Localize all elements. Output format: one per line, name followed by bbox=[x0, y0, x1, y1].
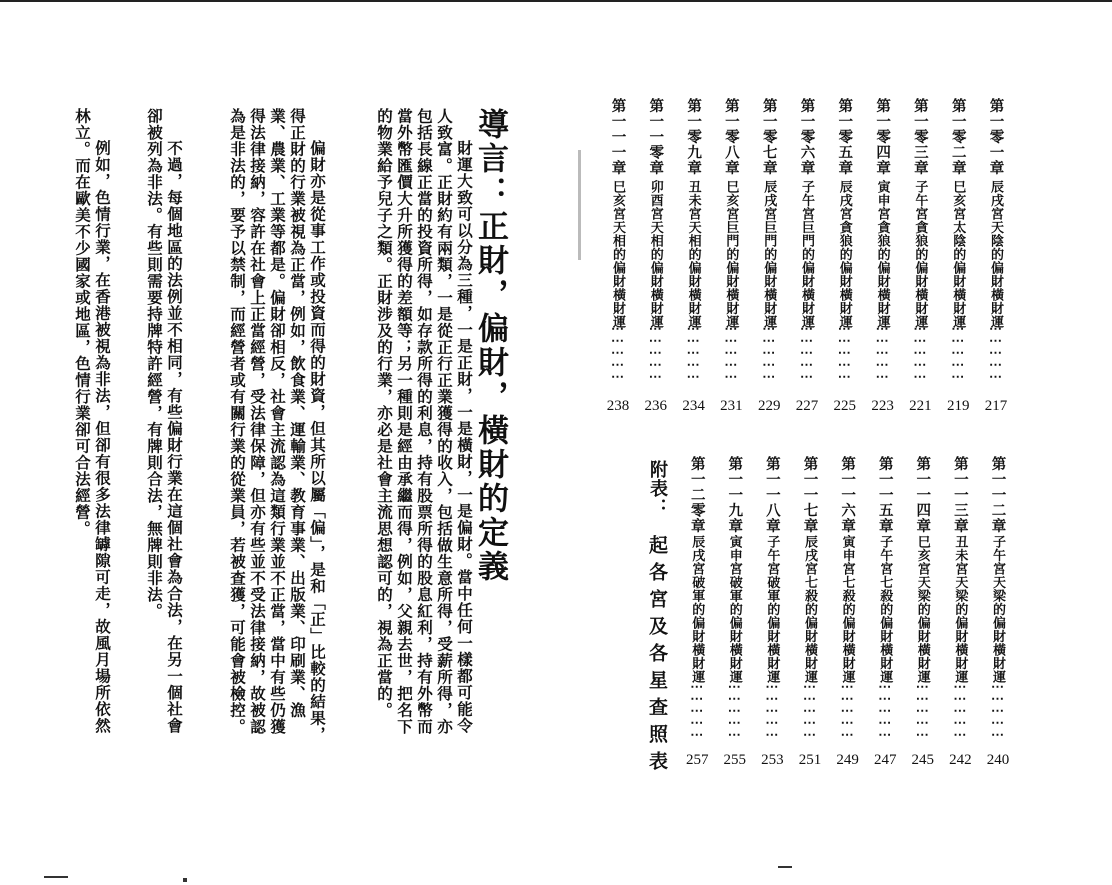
toc-page-number: 257 bbox=[685, 752, 709, 768]
toc-leader-dots: ⋯⋯⋯⋯⋯ bbox=[723, 322, 739, 382]
body-column: 得法律接納，容許在社會上正當經營，受法律保障，但亦有些並不受法律接納，故被認 bbox=[248, 108, 267, 735]
toc-leader-dots: ⋯⋯⋯⋯⋯ bbox=[764, 680, 780, 740]
toc-chapter-number: 第一零四章 bbox=[874, 98, 892, 176]
toc-entry-title: 子午宮七殺的偏財橫財運 bbox=[877, 535, 893, 684]
toc-entry-title: 辰戌宮破軍的偏財橫財運 bbox=[689, 535, 705, 684]
body-column: 人致富。正財約有兩類，一是從正行正業獲得的收入，包括做生意所得，受薪所得，亦 bbox=[435, 108, 454, 735]
toc-page-number: 253 bbox=[761, 752, 784, 768]
toc-chapter-number: 第一零三章 bbox=[911, 98, 929, 176]
toc-entry-title: 巳亥宮天相的偏財橫財運 bbox=[610, 180, 625, 329]
toc-leader-dots: ⋯⋯⋯⋯⋯ bbox=[802, 680, 817, 740]
toc-page-number: 255 bbox=[723, 752, 747, 768]
toc-chapter-number: 第一一一章 bbox=[609, 98, 627, 176]
page-title: 導言：正財，偏財，橫財的定義 bbox=[472, 108, 508, 584]
toc-leader-dots: ⋯⋯⋯⋯⋯ bbox=[914, 680, 930, 740]
body-column: 業、農業、工業等都是。偏財卻相反，社會主流認為這類行業並不正當，當中有些仍獲 bbox=[268, 108, 287, 735]
toc-leader-dots: ⋯⋯⋯⋯⋯ bbox=[912, 322, 928, 382]
toc-leader-dots: ⋯⋯⋯⋯⋯ bbox=[990, 680, 1005, 740]
toc-page-number: 223 bbox=[871, 398, 894, 414]
toc-leader-dots: ⋯⋯⋯⋯⋯ bbox=[689, 680, 705, 740]
body-column-indent-1: 財運大致可以分為三種，一是正財，一是橫財，一是偏財。當中任何一樣都可能令 bbox=[455, 140, 474, 734]
toc-page-number: 229 bbox=[757, 398, 781, 414]
toc-leader-dots: ⋯⋯⋯⋯⋯ bbox=[647, 322, 663, 382]
toc-page-number: 251 bbox=[798, 752, 822, 768]
toc-leader-dots: ⋯⋯⋯⋯⋯ bbox=[726, 680, 742, 740]
toc-leader-dots: ⋯⋯⋯⋯⋯ bbox=[877, 680, 893, 740]
scan-mark bbox=[44, 876, 68, 878]
toc-entry-title: 寅申宮破軍的偏財橫財運 bbox=[726, 535, 742, 684]
toc-chapter-number: 第一一四章 bbox=[914, 456, 932, 534]
toc-leader-dots: ⋯⋯⋯⋯⋯ bbox=[839, 680, 855, 740]
body-column: 當外幣匯價大升所獲得的差額等；另一種則是經由承繼而得，例如，父親去世，把名下 bbox=[395, 108, 414, 735]
toc-page-number: 247 bbox=[873, 752, 897, 768]
toc-page-number: 238 bbox=[606, 398, 630, 414]
toc-chapter-number: 第一零九章 bbox=[685, 98, 703, 176]
toc-chapter-number: 第一零八章 bbox=[722, 98, 740, 176]
toc-page-number: 219 bbox=[946, 398, 970, 414]
toc-chapter-number: 第一一八章 bbox=[763, 456, 781, 534]
toc-entry-title: 寅申宮七殺的偏財橫財運 bbox=[839, 535, 855, 684]
body-column: 卻被列為非法。有些則需要持牌特許經營，有牌則合法，無牌則非法。 bbox=[145, 108, 164, 620]
toc-chapter-number: 第一零七章 bbox=[760, 98, 778, 176]
toc-entry-title: 辰戌宮巨門的偏財橫財運 bbox=[761, 180, 777, 329]
toc-entry-title: 辰戌宮貪狼的偏財橫財運 bbox=[836, 180, 852, 329]
appendix-title: 起各宮及各星查照表 bbox=[646, 535, 668, 778]
toc-page-number: 240 bbox=[986, 752, 1010, 768]
toc-entry-title: 巳亥宮天梁的偏財橫財運 bbox=[914, 535, 930, 684]
toc-page-number: 245 bbox=[911, 752, 935, 768]
toc-leader-dots: ⋯⋯⋯⋯⋯ bbox=[988, 322, 1003, 382]
toc-leader-dots: ⋯⋯⋯⋯⋯ bbox=[874, 322, 890, 382]
toc-entry-title: 巳亥宮巨門的偏財橫財運 bbox=[723, 180, 739, 329]
toc-entry-title: 卯酉宮天相的偏財橫財運 bbox=[647, 180, 663, 329]
body-column-indent-4: 例如，色情行業，在香港被視為非法，但卻有很多法律罅隙可走，故風月場所依然 bbox=[93, 140, 112, 734]
toc-chapter-number: 第一一九章 bbox=[726, 456, 744, 534]
toc-chapter-number: 第一一七章 bbox=[801, 456, 819, 534]
toc-leader-dots: ⋯⋯⋯⋯⋯ bbox=[610, 322, 625, 382]
toc-entry-title: 巳亥宮太陰的偏財橫財運 bbox=[950, 180, 966, 329]
toc-leader-dots: ⋯⋯⋯⋯⋯ bbox=[685, 322, 701, 382]
toc-leader-dots: ⋯⋯⋯⋯⋯ bbox=[836, 322, 852, 382]
toc-chapter-number: 第一零五章 bbox=[836, 98, 854, 176]
body-column: 得正財的行業被視為正當，例如，飲食業、運輸業、教育事業、出版業、印刷業、漁 bbox=[288, 108, 307, 719]
toc-leader-dots: ⋯⋯⋯⋯⋯ bbox=[761, 322, 777, 382]
toc-chapter-number: 第一零一章 bbox=[987, 98, 1005, 176]
toc-entry-title: 子午宮巨門的偏財橫財運 bbox=[799, 180, 814, 329]
toc-chapter-number: 第一一六章 bbox=[839, 456, 857, 534]
toc-entry-title: 辰戌宮七殺的偏財橫財運 bbox=[802, 535, 817, 684]
toc-page-number: 221 bbox=[909, 398, 932, 414]
scan-mark bbox=[778, 866, 792, 868]
toc-chapter-number: 第一零六章 bbox=[798, 98, 816, 176]
toc-chapter-number: 第一零二章 bbox=[949, 98, 967, 176]
toc-entry-title: 辰戌宮天陰的偏財橫財運 bbox=[988, 180, 1003, 329]
book-gutter bbox=[578, 150, 581, 260]
toc-entry-title: 寅申宮貪狼的偏財橫財運 bbox=[874, 180, 890, 329]
toc-page-number: 225 bbox=[833, 398, 857, 414]
body-column-indent-3: 不過，每個地區的法例並不相同，有些偏財行業在這個社會為合法，在另一個社會 bbox=[165, 140, 184, 734]
toc-chapter-number: 第一一三章 bbox=[951, 456, 969, 534]
toc-page-number: 227 bbox=[795, 398, 819, 414]
toc-chapter-number: 第一一零章 bbox=[647, 98, 665, 176]
toc-page-number: 236 bbox=[644, 398, 668, 414]
body-column: 包括長線正當的投資所得，如存款所得的利息，持有股票所得的股息紅利，持有外幣而 bbox=[415, 108, 434, 735]
body-column: 為是非法的，要予以禁制，而經營者或有關行業的從業員，若被查獲，可能會被檢控。 bbox=[228, 108, 247, 735]
toc-page-number: 242 bbox=[949, 752, 972, 768]
toc-entry-title: 丑未宮天梁的偏財橫財運 bbox=[952, 535, 968, 684]
toc-entry-title: 子午宮貪狼的偏財橫財運 bbox=[912, 180, 928, 329]
toc-entry-title: 丑未宮天相的偏財橫財運 bbox=[685, 180, 701, 329]
toc-page-number: 234 bbox=[682, 398, 705, 414]
toc-chapter-number: 第一二零章 bbox=[688, 456, 706, 534]
appendix-label: 附表： bbox=[647, 460, 668, 517]
toc-leader-dots: ⋯⋯⋯⋯⋯ bbox=[799, 322, 814, 382]
toc-leader-dots: ⋯⋯⋯⋯⋯ bbox=[952, 680, 968, 740]
top-border-line bbox=[0, 0, 1112, 2]
toc-page-number: 217 bbox=[984, 398, 1008, 414]
toc-chapter-number: 第一一五章 bbox=[876, 456, 894, 534]
body-column: 林立。而在歐美不少國家或地區，色情行業卻可合法經營。 bbox=[73, 108, 92, 537]
scan-mark bbox=[183, 878, 187, 882]
toc-page-number: 249 bbox=[836, 752, 859, 768]
body-column: 的物業給予兒子之類。正財涉及的行業，亦必是社會主流思想認可的，視為正當的。 bbox=[375, 108, 394, 719]
toc-chapter-number: 第一一二章 bbox=[989, 456, 1007, 534]
toc-entry-title: 子午宮天梁的偏財橫財運 bbox=[990, 535, 1005, 684]
toc-leader-dots: ⋯⋯⋯⋯⋯ bbox=[950, 322, 966, 382]
body-column-indent-2: 偏財亦是從事工作或投資而得的財資，但其所以屬「偏」，是和「正」比較的結果， bbox=[308, 140, 327, 743]
toc-entry-title: 子午宮破軍的偏財橫財運 bbox=[764, 535, 780, 684]
toc-page-number: 231 bbox=[720, 398, 743, 414]
